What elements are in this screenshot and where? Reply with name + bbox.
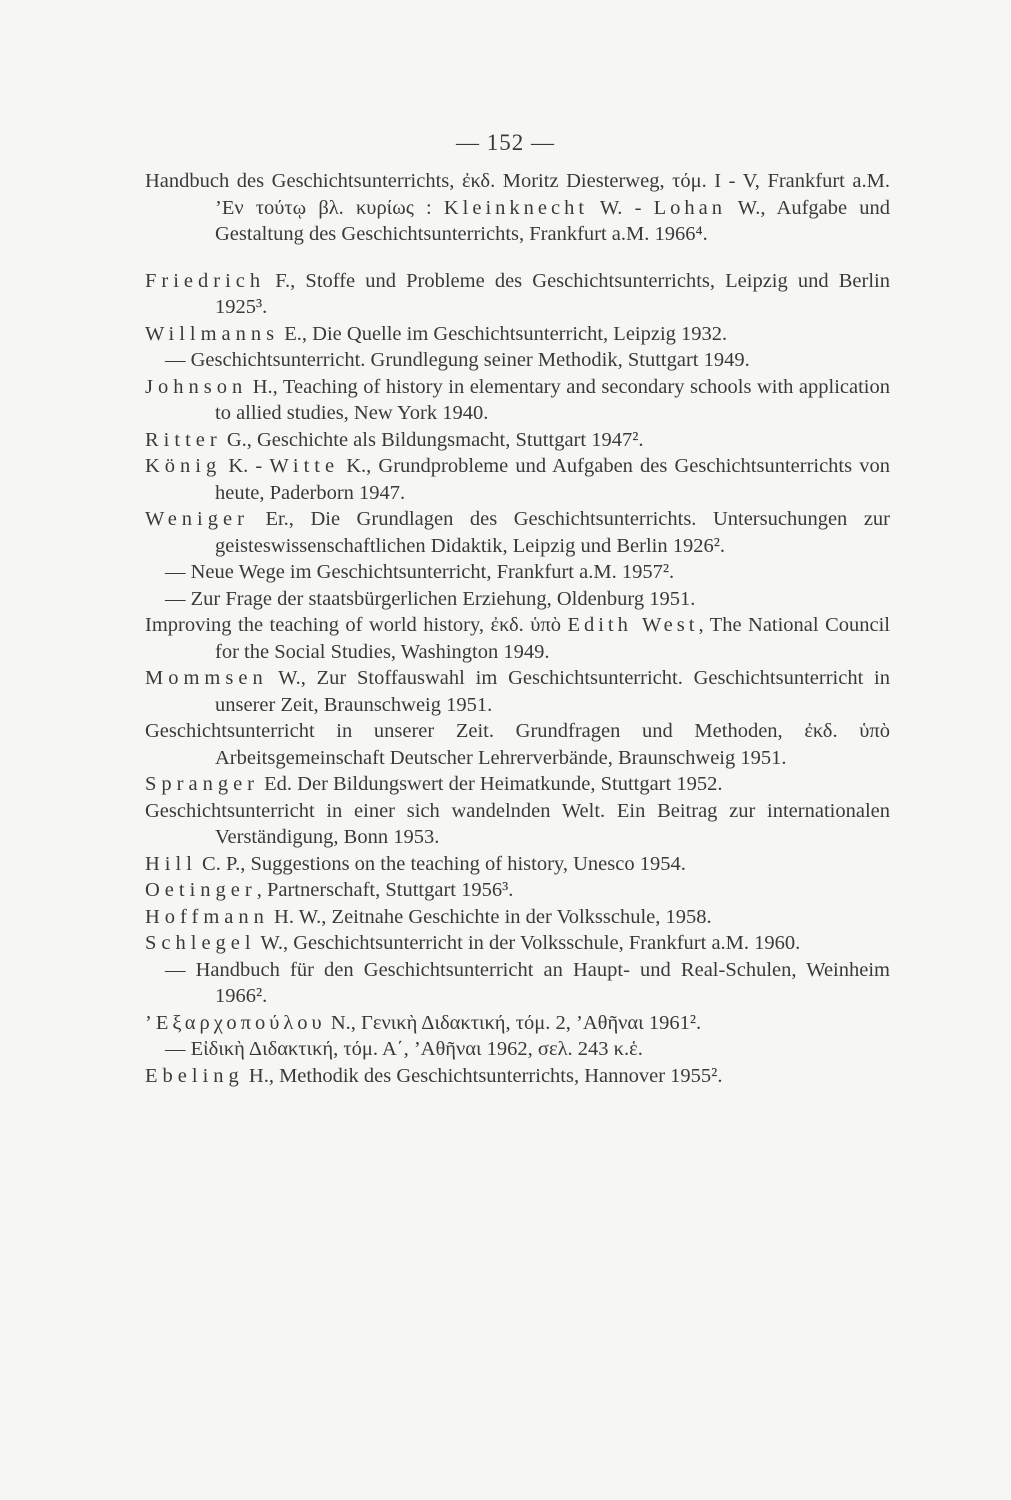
entry-author: — [165, 561, 186, 583]
entry-text: W., Zur Stoffauswahl im Geschichtsunterricht. Geschichtsunterricht in unserer Zeit, Braunschweig 1951. [215, 667, 890, 716]
entry-text: , The National Council for the Social Studies, Washington 1949. [215, 614, 890, 663]
entry-text: Zur Frage der staatsbürgerlichen Erziehung, Oldenburg 1951. [185, 587, 696, 610]
bibliography-entry [145, 559, 890, 586]
entry-text: Geschichtsunterricht. Grundlegung seiner Methodik, Stuttgart 1949. [185, 349, 750, 371]
entry-text: K. - [221, 455, 270, 477]
entry-text: Handbuch des Geschichtsunterrichts, ἐκδ. Moritz Diesterweg, τόμ. I - V, Frankfurt a.M. ’Εν τούτῳ βλ. κυρίως : [145, 170, 890, 219]
entry-text: H., Methodik des Geschichtsunterrichts, Hannover 1955². [243, 1064, 723, 1087]
entry-text: C. P., Suggestions on the teaching of history, Unesco 1954. [196, 852, 686, 875]
entry-text: Geschichtsunterricht in einer sich wandelnden Welt. Ein Beitrag zur internationalen Verständigung, Bonn 1953. [145, 799, 890, 848]
entry-text: Neue Wege im Geschichtsunterricht, Frankfurt a.M. 1957². [185, 561, 675, 583]
bibliography-entry [145, 665, 890, 718]
entry-text: , Partnerschaft, Stuttgart 1956³. [256, 879, 514, 901]
entry-author: Schlegel [145, 932, 256, 954]
entry-author: Oetinger [145, 879, 257, 901]
entry-text: W., Geschichtsunterricht in der Volksschule, Frankfurt a.M. 1960. [255, 932, 801, 954]
entry-text: F., Stoffe und Probleme des Geschichtsunterrichts, Leipzig und Berlin 1925³. [215, 269, 890, 318]
bibliography-entry [145, 347, 890, 374]
bibliography-entry [145, 877, 890, 904]
entry-author: — [165, 958, 186, 981]
bibliography-entry [145, 798, 890, 851]
entry-author: Witte [269, 455, 340, 477]
entry-author: Edith West [567, 614, 699, 636]
entry-author: — [165, 1038, 186, 1060]
bibliography-entry [145, 718, 890, 771]
bibliography-entry [145, 612, 890, 665]
bibliography-entry [145, 957, 890, 1010]
entry-text: H. W., Zeitnahe Geschichte in der Volksschule, 1958. [268, 905, 712, 928]
entry-author: Johnson [145, 375, 248, 398]
bibliography-entry [145, 771, 890, 798]
page-number: — 152 — [456, 130, 555, 155]
bibliography-entry [145, 586, 890, 613]
entry-text: K., Grundprobleme und Aufgaben des Geschichtsunterrichts von heute, Paderborn 1947. [215, 455, 890, 504]
entry-author: Kleinknecht [443, 196, 589, 219]
entry-author: Spranger [145, 773, 260, 795]
entry-text: Ed. Der Bildungswert der Heimatkunde, Stuttgart 1952. [259, 773, 723, 795]
entry-text: Εἰδικὴ Διδακτική, τόμ. Α΄, ’Αθῆναι 1962, σελ. 243 κ.ἑ. [185, 1038, 643, 1060]
entry-author: Hill [145, 852, 197, 875]
bibliography-entry [145, 1063, 890, 1090]
entry-author: Hoffmann [145, 905, 269, 928]
entry-author: Mommsen [145, 667, 268, 689]
bibliography-entry [145, 427, 890, 454]
entry-author: ’Εξαρχοπούλου [145, 1011, 326, 1034]
bibliography-list [145, 168, 890, 1089]
entry-text: W. - [588, 196, 654, 219]
entry-author: — [165, 587, 186, 610]
entry-author: Ebeling [145, 1064, 244, 1087]
entry-text: Er., Die Grundlagen des Geschichtsunterrichts. Untersuchungen zur geisteswissenschaftlichen Didaktik, Leipzig und Berlin 1926². [215, 508, 890, 557]
bibliography-entry [145, 1036, 890, 1063]
spacer [145, 248, 890, 268]
entry-text: E., Die Quelle im Geschichtsunterricht, Leipzig 1932. [279, 322, 728, 345]
entry-author: Willmanns [145, 322, 280, 345]
bibliography-entry [145, 930, 890, 957]
bibliography-entry [145, 851, 890, 878]
entry-author: Lohan [653, 196, 726, 219]
entry-author: Ritter [145, 428, 222, 451]
bibliography-entry [145, 1010, 890, 1037]
entry-author: Weniger [145, 508, 249, 530]
bibliography-entry [145, 506, 890, 559]
bibliography-entry [145, 321, 890, 348]
entry-text: H., Teaching of history in elementary and secondary schools with application to allied studies, New York 1940. [215, 375, 890, 424]
entry-author: König [145, 455, 222, 477]
entry-text: Geschichtsunterricht in unserer Zeit. Grundfragen und Methoden, ἐκδ. ὑπὸ Arbeitsgemeinschaft Deutscher Lehrerverbände, Braunschweig 1951. [145, 720, 890, 769]
bibliography-entry [145, 904, 890, 931]
entry-text: Ν., Γενικὴ Διδακτική, τόμ. 2, ’Αθῆναι 1961². [325, 1011, 702, 1034]
bibliography-entry [145, 374, 890, 427]
entry-author: — [165, 349, 186, 371]
entry-text: W., Aufgabe und Gestaltung des Geschichtsunterrichts, Frankfurt a.M. 1966⁴. [215, 196, 891, 245]
bibliography-entry [145, 453, 890, 506]
entry-text: Handbuch für den Geschichtsunterricht an Haupt- und Real-Schulen, Weinheim 1966². [185, 958, 890, 1007]
entry-text: G., Geschichte als Bildungsmacht, Stuttgart 1947². [221, 428, 644, 451]
bibliography-entry [145, 168, 890, 248]
entry-author: Friedrich [145, 269, 266, 292]
bibliography-entry [145, 268, 890, 321]
entry-text: Improving the teaching of world history, ἐκδ. ὑπὸ [145, 614, 568, 636]
